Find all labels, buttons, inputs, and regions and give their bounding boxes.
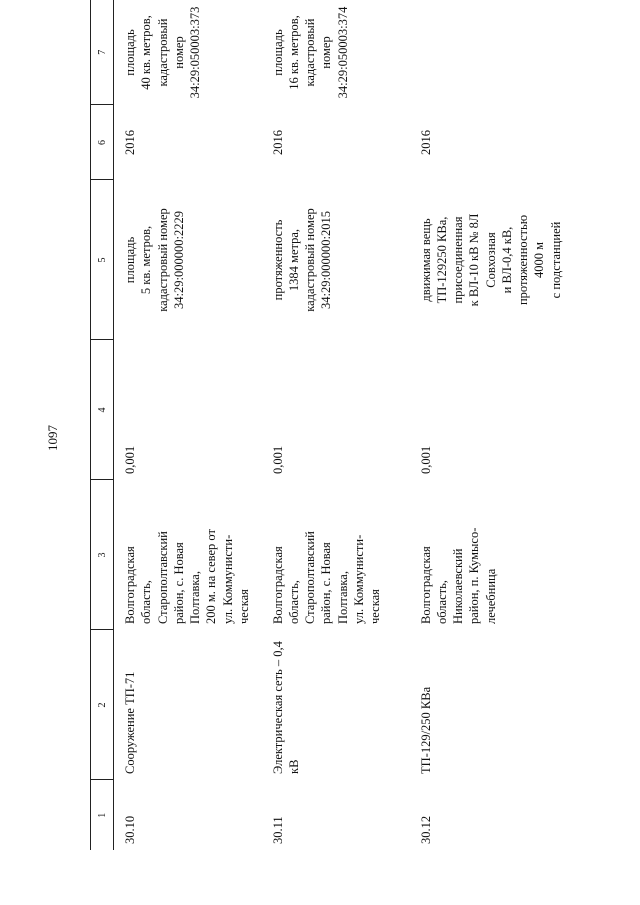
- row-number: 30.12: [418, 815, 433, 844]
- address-line: область,: [139, 580, 154, 624]
- address-line: область,: [434, 580, 449, 624]
- land-plot-info: [114, 0, 262, 105]
- header-col-3: 3: [91, 480, 114, 630]
- characteristics-line: кадастровый номер: [155, 208, 170, 312]
- address-line: ул. Коммунисти-: [220, 534, 235, 624]
- object-year: 2016: [418, 130, 433, 155]
- address-line: Волгоградская: [123, 546, 137, 624]
- land-line: площадь: [123, 29, 137, 76]
- land-plot-info: [410, 0, 570, 105]
- object-year: 2016: [123, 130, 137, 155]
- header-row: [91, 0, 114, 850]
- land-line: кадастровый номер: [155, 18, 186, 87]
- address-line: Полтавка,: [335, 571, 350, 624]
- address-line: район, п. Кумысо-: [467, 527, 482, 624]
- characteristics-line: с подстанцией: [548, 221, 563, 299]
- header-col-6: 6: [91, 105, 114, 180]
- address-line: ческая: [236, 589, 251, 624]
- address-line: лечебница: [483, 568, 498, 624]
- property-table: [90, 0, 570, 850]
- page-number: 1097: [45, 425, 60, 451]
- address-line: ческая: [368, 589, 382, 624]
- characteristics-line: движимая вещь: [418, 218, 433, 302]
- object-address: [262, 480, 410, 630]
- object-value: 0,001: [123, 445, 137, 474]
- address-line: область,: [286, 580, 301, 624]
- address-line: район, с. Новая: [319, 542, 334, 624]
- object-name: Сооружение ТП-71: [123, 671, 137, 774]
- characteristics-line: 34:29:000000:2229: [171, 211, 186, 309]
- land-line: 34:29:050003:374: [335, 6, 350, 99]
- characteristics-line: Совхозная: [483, 232, 498, 288]
- header-col-1: 1: [91, 780, 114, 850]
- address-line: 200 м. на север от: [204, 529, 219, 624]
- object-name: ТП-129/250 КВа: [418, 686, 433, 774]
- characteristics-line: кадастровый номер: [303, 208, 317, 312]
- header-col-7: 7: [91, 0, 114, 105]
- land-plot-info: [262, 0, 410, 105]
- address-line: Николаевский: [451, 548, 465, 624]
- object-address: [114, 480, 262, 630]
- characteristics-line: протяженностью: [516, 214, 530, 306]
- table-row-30-10: [114, 0, 262, 850]
- land-line: 16 кв. метров,: [286, 15, 301, 90]
- characteristics-line: площадь: [123, 236, 137, 284]
- address-line: Волгоградская: [418, 546, 433, 624]
- header-col-5: 5: [91, 180, 114, 340]
- characteristics-line: ТП-129250 КВа,: [434, 216, 449, 304]
- object-characteristics: [114, 180, 262, 340]
- row-number: 30.11: [270, 816, 285, 844]
- characteristics-line: и ВЛ-0,4 кВ,: [499, 226, 514, 294]
- object-value: 0,001: [418, 445, 433, 474]
- characteristics-line: 1384 метра,: [286, 228, 301, 292]
- characteristics-line: 34:29:000000:2015: [319, 211, 334, 309]
- characteristics-line: протяженность: [270, 219, 285, 301]
- header-col-2: 2: [91, 630, 114, 780]
- characteristics-line: 5 кв. метров,: [139, 225, 154, 295]
- address-line: ул. Коммунисти-: [351, 534, 366, 624]
- address-line: Старополтавский: [303, 531, 317, 624]
- land-line: 34:29:050003:373: [188, 6, 202, 99]
- land-line: площадь: [270, 29, 285, 76]
- object-year: 2016: [270, 130, 285, 155]
- rotated-table-sheet: [90, 0, 620, 850]
- characteristics-line: присоединенная: [451, 216, 465, 304]
- row-number: 30.10: [123, 815, 137, 844]
- land-line: кадастровый номер: [303, 18, 334, 87]
- table-row-30-11: [262, 0, 410, 850]
- address-line: Волгоградская: [270, 546, 285, 624]
- object-address: [410, 480, 570, 630]
- address-line: Старополтавский: [155, 531, 170, 624]
- characteristics-line: 4000 м: [532, 241, 547, 279]
- header-col-4: 4: [91, 340, 114, 480]
- table-row-30-12: [410, 0, 570, 850]
- object-characteristics: [410, 180, 570, 340]
- characteristics-line: к ВЛ-10 кВ № 8Л: [467, 213, 482, 307]
- address-line: Полтавка,: [188, 571, 202, 624]
- object-characteristics: [262, 180, 410, 340]
- object-value: 0,001: [270, 445, 285, 474]
- land-line: 40 кв. метров,: [139, 15, 154, 90]
- object-name: Электрическая сеть – 0,4 кВ: [270, 641, 301, 774]
- address-line: район, с. Новая: [171, 542, 186, 624]
